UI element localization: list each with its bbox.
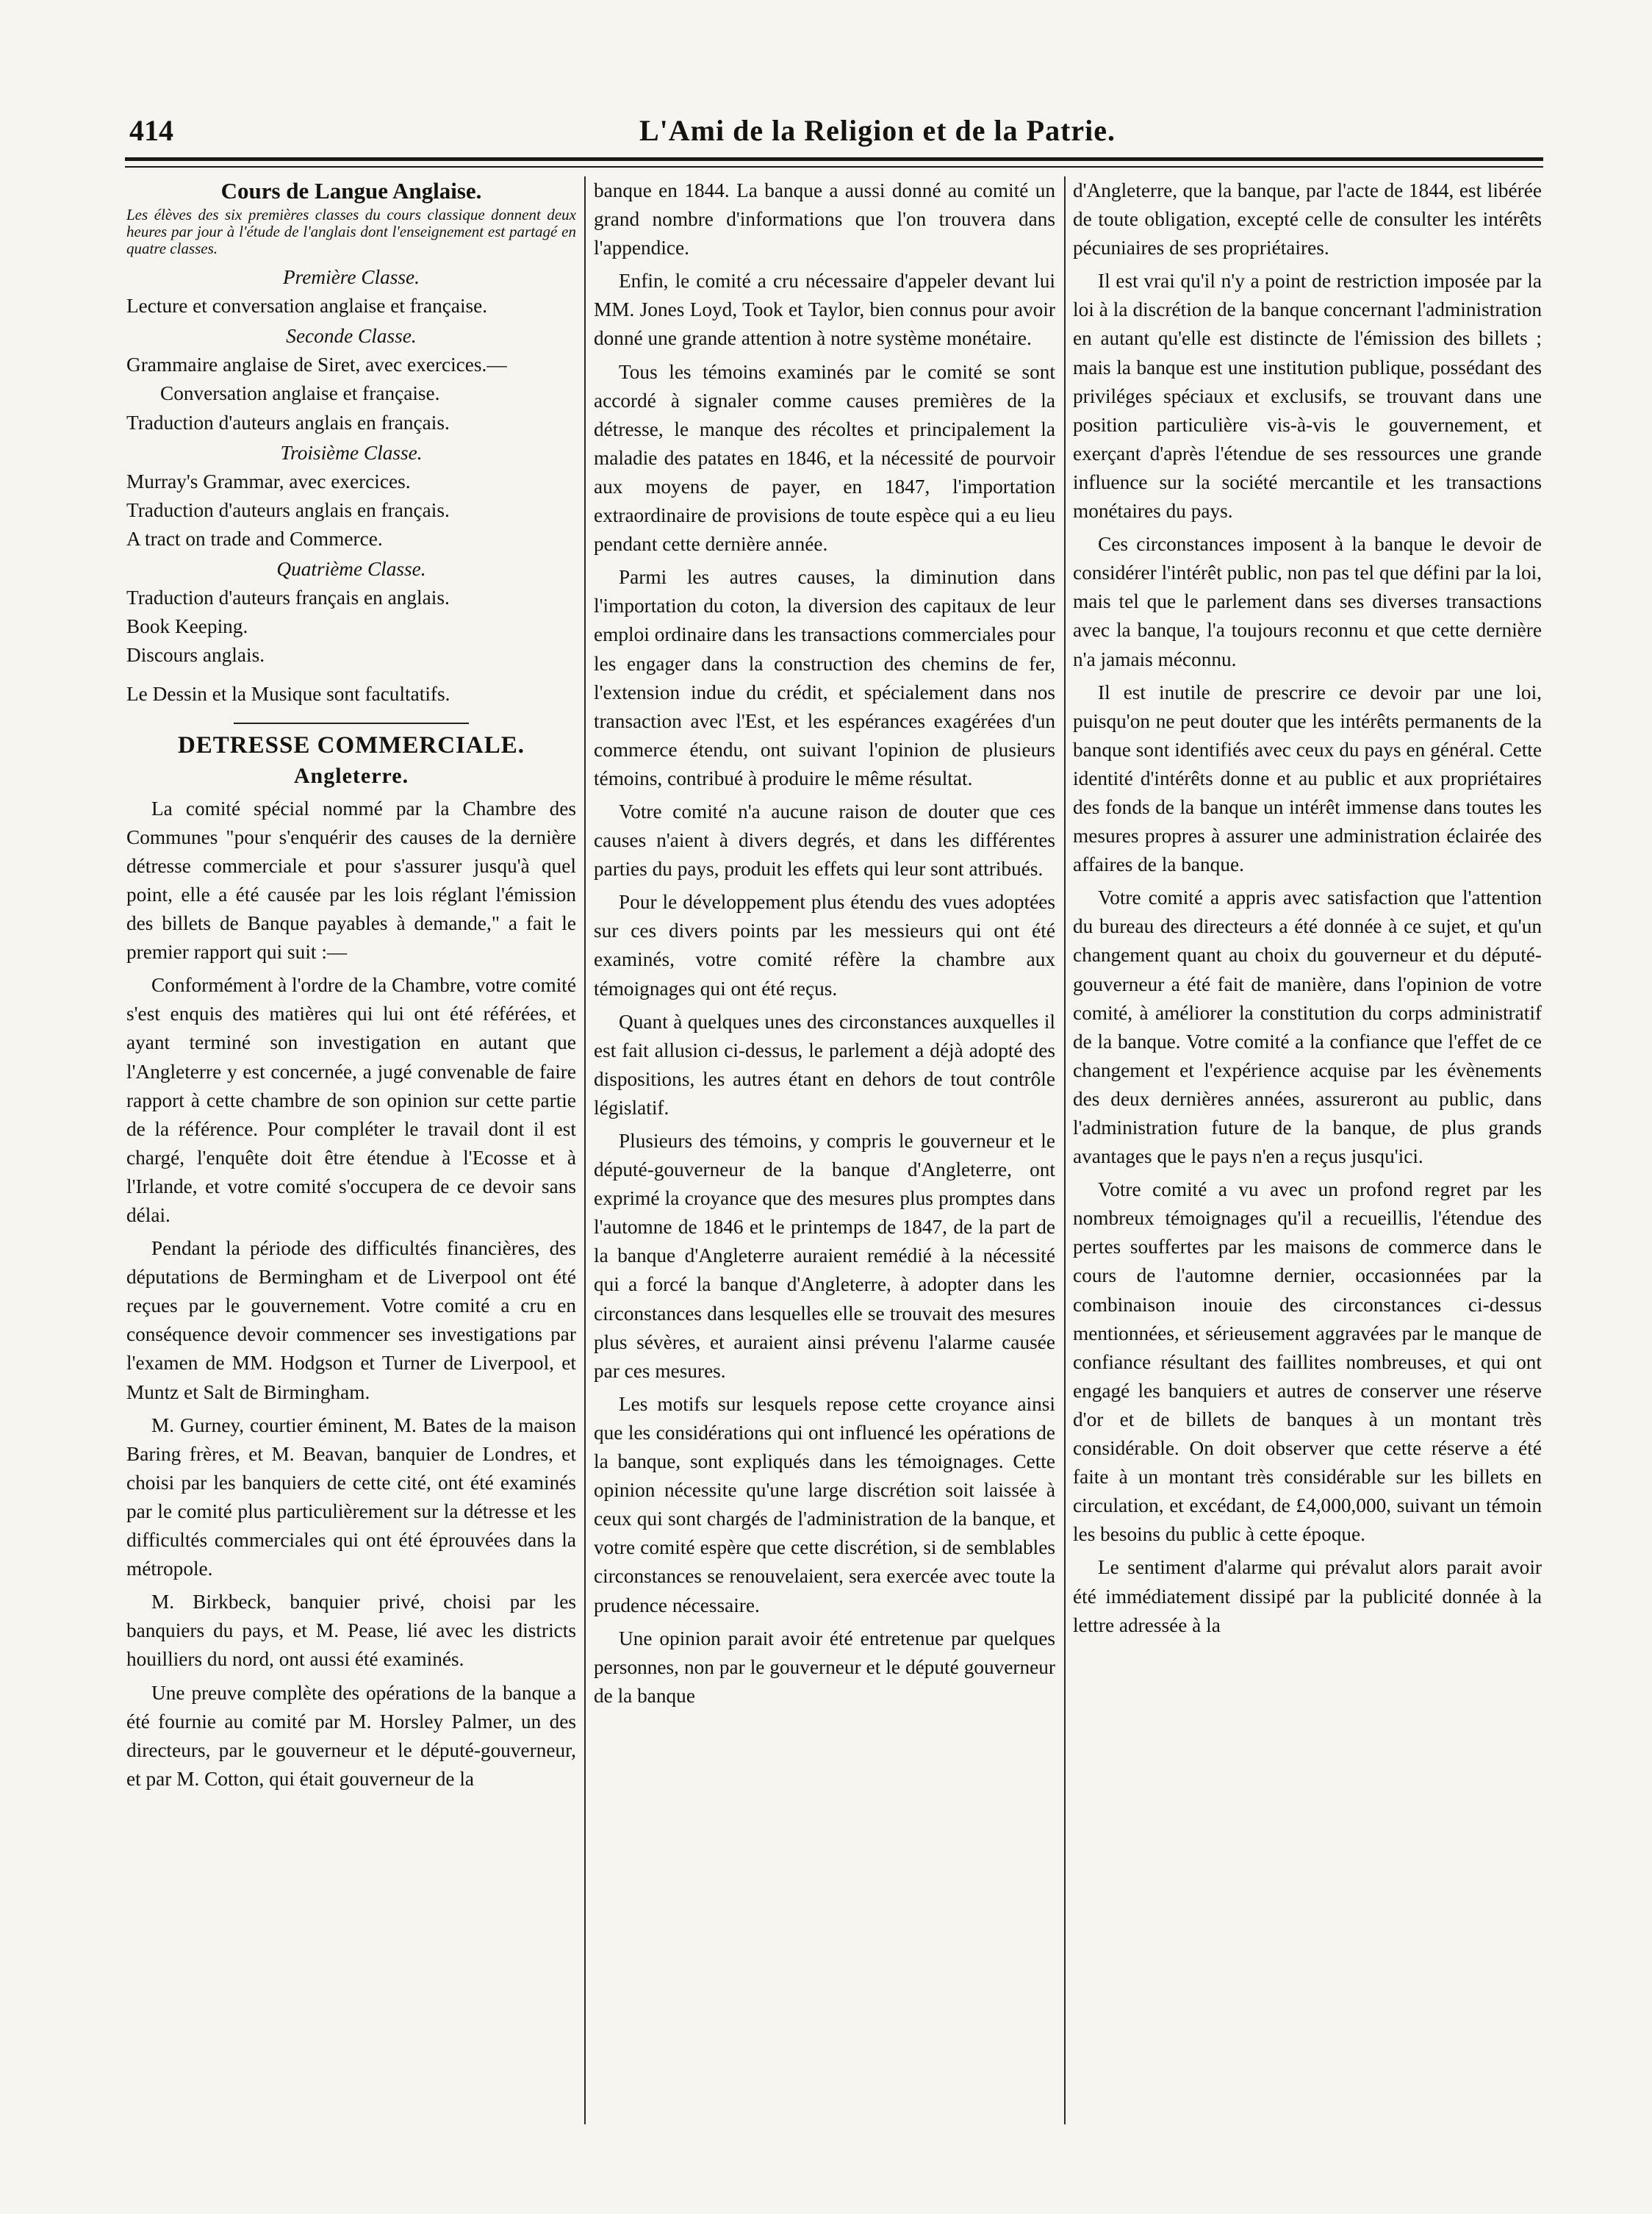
paragraph: Pour le développement plus étendu des vues adoptées sur ces divers points par les messieurs qui ont été examinés, votre comité réfère la chambre aux témoignages qui ont été reçus. — [594, 891, 1055, 1000]
class-line: A tract on trade and Commerce. — [126, 527, 383, 550]
class-heading: Seconde Classe. — [286, 325, 417, 348]
running-title: L'Ami de la Religion et de la Patrie. — [639, 114, 1116, 147]
paragraph: Enfin, le comité a cru nécessaire d'appeler devant lui MM. Jones Loyd, Took et Taylor, bien connus pour avoir donné une grande attention à notre système monétaire. — [594, 270, 1055, 350]
paragraph: Tous les témoins examinés par le comité se sont accordé à signaler comme causes premières de la détresse, le manque des récoltes et principalement la maladie des patates en 1846, et la nécessité de pourvoir aux moyens de payer, en 1847, l'importation extraordinaire de provisions de toute espèce qui a eu lieu pendant cette dernière année. — [594, 360, 1055, 556]
paragraph: La comité spécial nommé par la Chambre des Communes "pour s'enquérir des causes de la dernière détresse commerciale et pour s'assurer jusqu'à quel point, elle a été causée par les lois réglant l'émission des billets de Banque payables à demande," a fait le premier rapport qui suit :— — [126, 797, 576, 964]
class-heading: Première Classe. — [283, 266, 420, 289]
class-line: Traduction d'auteurs anglais en français. — [126, 411, 450, 434]
section-title: DETRESSE COMMERCIALE. — [177, 731, 525, 759]
class-line: Murray's Grammar, avec exercices. — [126, 470, 411, 492]
paragraph: Votre comité a appris avec satisfaction que l'attention du bureau des directeurs a été donnée à ce sujet, et qu'un changement quant au choix du gouverneur et du député-gouverneur a été fait de manière, dans l'opinion de votre comité, à améliorer la constitution du corps administratif de la banque. Votre comité a la confiance que l'effet de ce changement et l'expérience acquise par les évènements des deux dernières années, assureront au public, dans l'administration future de la banque, de plus grands avantages que le pays n'en a reçus jusqu'ici. — [1073, 886, 1542, 1168]
class-line: Traduction d'auteurs français en anglais. — [126, 587, 450, 609]
course-note: Le Dessin et la Musique sont facultatifs. — [126, 683, 450, 706]
class-line: Discours anglais. — [126, 644, 265, 667]
column-1 — [126, 176, 576, 2126]
section-subtitle: Angleterre. — [293, 763, 409, 788]
paragraph: Une preuve complète des opérations de la banque a été fournie au comité par M. Horsley Palmer, un des directeurs, par le gouverneur et le député-gouverneur, et par M. Cotton, qui était gouverneur de la — [126, 1681, 576, 1790]
paragraph: Le sentiment d'alarme qui prévalut alors parait avoir été immédiatement dissipé par la publicité donnée à la lettre adressée à la — [1073, 1556, 1542, 1636]
paragraph: d'Angleterre, que la banque, par l'acte de 1844, est libérée de toute obligation, excepté celle de consulter les intérêts pécuniaires de ses propriétaires. — [1073, 179, 1542, 259]
paragraph: Votre comité a vu avec un profond regret par les nombreux témoignages qu'il a recueillis, l'étendue des pertes souffertes par les maisons de commerce dans le cours de l'automne dernier, occasionnées par la combinaison inouie des circonstances ci-dessus mentionnées, et sérieusement aggravées par le manque de confiance résultant des faillites nombreuses, et qui ont engagé les banquiers et autres de conserver une réserve d'or et de billets de banques à un montant très considérable. On doit observer que cette réserve a été faite à un montant très considérable sur les billets en circulation, et excédant, de £4,000,000, suivant un témoin les besoins du public à cette époque. — [1073, 1178, 1542, 1546]
class-heading: Troisième Classe. — [280, 441, 423, 464]
page-header — [125, 109, 1543, 160]
class-line: Book Keeping. — [126, 615, 248, 638]
paragraph: M. Birkbeck, banquier privé, choisi par les banquiers du pays, et M. Pease, lié avec les districts houilliers du nord, ont aussi été examinés. — [126, 1591, 576, 1671]
column-2 — [594, 176, 1055, 2126]
column-divider-1 — [584, 176, 586, 2124]
paragraph: Quant à quelques unes des circonstances auxquelles il est fait allusion ci-dessus, le parlement a déjà adopté des dispositions, les autres étant en dehors de tout contrôle législatif. — [594, 1010, 1055, 1119]
paragraph: Conformément à l'ordre de la Chambre, votre comité s'est enquis des matières qui lui ont été référées, et ayant terminé son investigation en autant que l'Angleterre y est concernée, a jugé convenable de faire rapport à cette chambre de son opinion sur cette partie de la référence. Pour compléter le travail dont il est chargé, l'enquête doit être étendue à l'Ecosse et à l'Irlande, et votre comité s'occupera de ce devoir sans délai. — [126, 974, 576, 1226]
paragraph: Les motifs sur lesquels repose cette croyance ainsi que les considérations qui ont influencé les opérations de la banque, sont expliqués dans les témoignages. Cette opinion nécessite qu'une large discrétion soit laissée à ceux qui sont chargés de l'administration de la banque, et votre comité espère que cette discrétion, si de semblables circonstances se renouvelaient, sera exercée avec toute la prudence nécessaire. — [594, 1392, 1055, 1616]
paragraph: Pendant la période des difficultés financières, des députations de Bermingham et de Liverpool ont été reçues par le gouvernement. Votre comité a cru en conséquence devoir commencer ses investigations par l'examen de MM. Hodgson et Turner de Liverpool, et Muntz et Salt de Birmingham. — [126, 1237, 576, 1403]
paragraph: Il est vrai qu'il n'y a point de restriction imposée par la loi à la discrétion de la banque concernant l'administration en autant qu'elle est distincte de l'émission des billets ; mais la banque est une institution publique, possédant des priviléges spéciaux et exclusifs, se trouvant dans une position particulière vis-à-vis le gouvernement, et exerçant d'après l'étendue de ses ressources une grande influence sur la société mercantile et les transactions monétaires du pays. — [1073, 270, 1542, 523]
column-3 — [1073, 176, 1542, 2126]
paragraph: M. Gurney, courtier éminent, M. Bates de la maison Baring frères, et M. Beavan, banquier de Londres, et choisi par les banquiers de cette cité, ont été examinés par le comité plus particulièrement sur la détresse et les difficultés commerciales qui ont été éprouvées dans la métropole. — [126, 1414, 576, 1580]
course-title: Cours de Langue Anglaise. — [220, 178, 482, 204]
class-line: Grammaire anglaise de Siret, avec exercices.—Conversation anglaise et française. — [126, 354, 507, 405]
paragraph: Il est inutile de prescrire ce devoir par une loi, puisqu'on ne peut douter que les intérêts permanents de la banque sont identifiés avec ceux du pays en général. Cette identité d'intérêts donne et au public et aux propriétaires des fonds de la banque un intérêt immense dans toutes les mesures propres à assurer une administration éclairée des affaires de la banque. — [1073, 681, 1542, 876]
section-divider — [234, 723, 469, 724]
header-rule-thick — [125, 157, 1543, 161]
paragraph: Parmi les autres causes, la diminution dans l'importation du coton, la diversion des capitaux de leur emploi ordinaire dans les transactions commerciales pour les engager dans la construction des chemins de fer, l'extension indue du crédit, et spécialement dans nos transaction avec l'Est, et les espérances exagérées d'un commerce étendu, ont suivant l'opinion de plusieurs témoins, contribué à produire le même résultat. — [594, 566, 1055, 789]
paragraph: Votre comité n'a aucune raison de douter que ces causes n'aient à divers degrés, et dans les différentes parties du pays, produit les effets qui leur sont attribués. — [594, 800, 1055, 881]
paragraph: banque en 1844. La banque a aussi donné au comité un grand nombre d'informations que l'on trouvera dans l'appendice. — [594, 179, 1055, 259]
paragraph: Une opinion parait avoir été entretenue par quelques personnes, non par le gouverneur et le député gouverneur de la banque — [594, 1627, 1055, 1707]
class-line: Traduction d'auteurs anglais en français. — [126, 498, 450, 521]
class-line: Lecture et conversation anglaise et française. — [126, 295, 488, 318]
paragraph: Ces circonstances imposent à la banque le devoir de considérer l'intérêt public, non pas tel que défini par la loi, mais tel que le parlement dans ses diverses transactions avec la banque, l'a toujours reconnu et que cette dernière n'a jamais méconnu. — [1073, 533, 1542, 670]
class-heading: Quatrième Classe. — [276, 558, 426, 581]
course-intro: Les élèves des six premières classes du cours classique donnent deux heures par jour à l'étude de l'anglais dont l'enseignement est partagé en quatre classes. — [126, 206, 576, 258]
header-rule-thin — [125, 166, 1543, 168]
paragraph: Plusieurs des témoins, y compris le gouverneur et le député-gouverneur de la banque d'Angleterre, ont exprimé la croyance que des mesures plus promptes dans l'automne de 1846 et le printemps de 1847, de la part de la banque d'Angleterre auraient remédié à la nécessité qui a forcé la banque d'Angleterre, à adopter dans les circonstances dans lesquelles elle se trouvait des mesures plus sévères, et auraient ainsi prévenu l'alarme causée par ces mesures. — [594, 1130, 1055, 1382]
page-number: 414 — [129, 114, 173, 147]
column-divider-2 — [1064, 176, 1066, 2124]
